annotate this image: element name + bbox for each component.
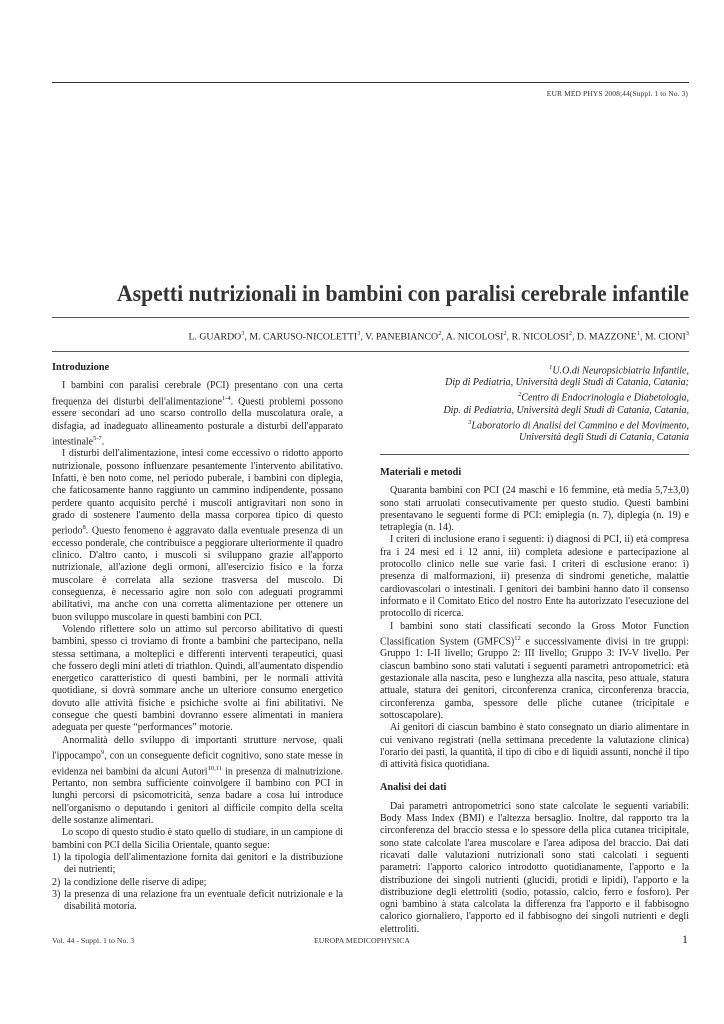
paragraph: I criteri di inclusione erano i seguenti: i) diagnosi di PCI, ii) età compresa fra i 24 mesi ed i 12 anni, iii) completa adesione e partecipazione al protocollo clinico nelle sue varie fasi. I criteri di esclusione erano: i) presenza di malformazioni, ii) presenza di sindromi genetiche, malattie cardiovascolari o intestinali. I genitori dei bambini hanno dato il consenso informato e il Comitato Etico del nostro Ente ha autorizzato l'esecuzione del protocollo di ricerca. bbox=[380, 534, 689, 620]
paragraph: I bambini con paralisi cerebrale (PCI) presentano con una certa frequenza dei disturbi dell'alimentazione$^{1-4}$. Questi problemi possono essere secondari ad uno scarso controllo della muscolatura orale, a disfagia, ad inadeguato allineamento posturale a disturbi dell'apparato intestinale$^{5-7}$. bbox=[52, 380, 343, 448]
paragraph: Dai parametri antropometrici sono state calcolate le seguenti variabili: Body Mass Index (BMI) e l'altezza bersaglio. Inoltre, dal rapporto tra la circonferenza del braccio stessa e lo spessore della plica cutanea tricipitale, sono state calcolate l'area muscolare e l'area adiposa del braccio. Dai dati ricavati dalle valutazioni nutrizionali sono stati calcolati i seguenti parametri: l'apporto calorico introdotto quotidianamente, l'apporto e la distribuzione dei singoli nutrienti (glucidi, protidi e lipidi), l'apporto e la distribuzione degli elettroliti (sodio, potassio, calcio, ferro e fosforo). Per ogni bambino à stata calcolata la differenza fra l'apporto e il fabbisogno calorico giornaliero, l'apporto ed il fabbisogno dei singoli nutrienti e degli elettroliti. bbox=[380, 800, 689, 935]
title-rule bbox=[52, 317, 689, 318]
affiliation-line: $^3$Laboratorio di Analisi del Cammino e del Movimento, bbox=[468, 418, 689, 431]
footer-journal: EUROPA MEDICOPHYSICA bbox=[313, 936, 411, 945]
affiliation-line: Dip di Pediatria, Università degli Studi di Catania, Catania; bbox=[445, 377, 689, 389]
paragraph: Ai genitori di ciascun bambino è stato consegnato un diario alimentare in cui venivano registrati (nella settimana precedente la valutazione clinica) l'orario dei pasti, la quantità, il tipo di cibo e di liquidi assunti, nonché il tipo di attività fisica quotidiana. bbox=[380, 722, 689, 771]
list-item: 1) la tipologia dell'alimentazione fornita dai genitori e la distribuzione dei nutrienti; bbox=[52, 851, 343, 876]
journal-reference: EUR MED PHYS 2008;44(Suppl. 1 to No. 3) bbox=[546, 89, 688, 98]
author: M. CARUSO-NICOLETTI bbox=[249, 331, 358, 343]
affiliation-line: Università degli Studi di Catania, Catania bbox=[519, 431, 689, 443]
author: L. GUARDO bbox=[188, 331, 242, 343]
left-column bbox=[52, 362, 343, 913]
right-column bbox=[380, 362, 689, 936]
author: A. NICOLOSI bbox=[445, 331, 504, 343]
list-item: 2) la condizione delle riserve di adipe; bbox=[52, 876, 207, 888]
page-number: 1 bbox=[682, 932, 688, 946]
paragraph: Volendo riflettere solo un attimo sul percorso abilitativo di questi bambini, spesso ci troviamo di fronte a bambini che partecipano, nella stessa settimana, a molteplici e differenti interventi terapeutici, quasi che fossero degli mini atleti di triathlon. Quindi, all'aumentato dispendio energetico caratteristico di questi bambini, per le normali attività quotidiane, si dovrà sommare anche un ulteriore consumo energetico dovuto alle attività fisiche e psichiche svolte ai fini abilitativi. Ne consegue che questi bambini dovranno essere alimentati in maniera adeguata per queste “performances” motorie. bbox=[52, 623, 343, 734]
affiliation-line: $^1$U.O.di Neuropsicbiatria Infantile, bbox=[549, 364, 689, 377]
section-heading-methods: Materiali e metodi bbox=[380, 466, 462, 478]
paragraph: Quaranta bambini con PCI (24 maschi e 16 femmine, età media 5,7±3,0) sono stati arruolati consecutivamente per questo studio. Questi bambini presentavano le seguenti forme di PCI: emiplegia (n. 7), diplegia (n. 19) e tetraplegia (n. 14). bbox=[380, 485, 689, 534]
objectives-list bbox=[52, 852, 343, 913]
article-title: Aspetti nutrizionali in bambini con paralisi cerebrale infantile bbox=[117, 281, 690, 307]
section-heading-introduction: Introduzione bbox=[52, 362, 110, 373]
paragraph: Lo scopo di questo studio è stato quello di studiare, in un campione di bambini con PCI della Sicilia Orientale, quanto segue: bbox=[52, 827, 343, 851]
paragraph: I bambini sono stati classificati secondo la Gross Motor Function Classification System (GMFCS)$^{12}$ e successivamente divisi in tre gruppi: Gruppo 1: I-II livello; Gruppo 2: III livello; Gruppo 3: IV-V livello. Per ciascun bambino sono stati valutati i seguenti parametri antropometrici: età gestazionale alla nascita, peso e lunghezza alla nascita, peso attuale, statura attuale, statura dei genitori, circonferenza cranica, circonferenza braccia, circonferenza gamba, spessore delle pliche cutanee (tricipitale e sottoscapolare). bbox=[380, 620, 689, 721]
paragraph: Anormalità dello sviluppo di importanti strutture nervose, quali l'ippocampo$^9$, con un conseguente deficit cognitivo, sono state messe in evidenza nei bambini da alcuni Autori$^{10,11}$ in presenza di malnutrizione. Pertanto, non sembra sufficiente coinvolgere il bambino con PCI in lunghi percorsi di psicomotricità, senza badare a cosa lui introduce nell'organismo o deputando i genitori al difficile compito della scelta delle sostanze alimentari. bbox=[52, 734, 344, 827]
author: R. NICOLOSI bbox=[511, 331, 569, 343]
author: M. CIONI bbox=[644, 331, 686, 343]
affiliation-line: Dip. di Pediatria, Università degli Studi di Catania, Catania, bbox=[443, 404, 689, 416]
affiliations bbox=[380, 362, 689, 444]
author-list: L. GUARDO$^3$, M. CARUSO-NICOLETTI$^3$, V. PANEBIANCO$^2$, A. NICOLOSI$^2$, R. NICOLOSI$^2$, D. MAZZONE$^1$, M. CIONI$^3$ bbox=[188, 330, 689, 343]
author: D. MAZZONE bbox=[576, 331, 637, 343]
header-rule bbox=[52, 82, 689, 83]
section-heading-data-analysis: Analisi dei dati bbox=[380, 782, 447, 794]
author: V. PANEBIANCO bbox=[365, 331, 439, 343]
footer-volume: Vol. 44 - Suppl. 1 to No. 3 bbox=[52, 936, 135, 945]
affiliations-rule bbox=[380, 454, 689, 455]
list-item: 3) la presenza di una relazione fra un eventuale deficit nutrizionale e la disabilità motoria. bbox=[52, 888, 343, 913]
affiliation-line: $^2$Centro di Endocrinologia e Diabetologia, bbox=[518, 391, 689, 404]
paragraph: I disturbi dell'alimentazione, intesi come eccessivo o ridotto apporto nutrizionale, possono influenzare pesantemente l'intervento abilitativo. Infatti, è ben noto come, nel periodo puberale, i bambini con diplegia, che faticosamente hanno raggiunto un cammino indipendente, possano perdere quanto acquisito perché i muscoli antigravitari non sono in grado di sostenere l'aumento della massa corporea tipico di questo periodo$^8$. Questo fenomeno è aggravato dalla eventuale presenza di un eccesso ponderale, che contribuisce a peggiorare ulteriormente il quadro clinico. D'altro canto, i muscoli si sviluppano grazie all'apporto nutrizionale, all'azione degli ormoni, all'esercizio fisico e la forza muscolare è correlata alla sezione trasversa del muscolo. Di conseguenza, è necessario agire non solo con adeguati programmi abilitativi, ma anche con una corretta alimentazione per ottenere un buon sviluppo muscolare in questi bambini con PCI. bbox=[52, 448, 343, 623]
authors-rule bbox=[52, 351, 689, 352]
